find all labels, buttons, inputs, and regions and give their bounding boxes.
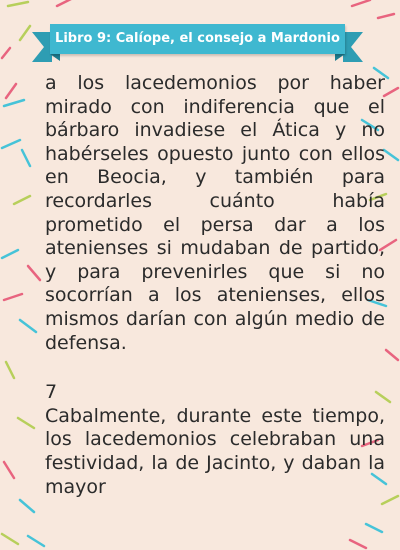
confetti-stripe — [6, 362, 14, 378]
section-number: 7 — [45, 381, 58, 404]
confetti-stripe — [384, 150, 398, 160]
confetti-stripe — [2, 140, 20, 148]
ribbon-tail-right — [343, 32, 363, 62]
confetti-stripe — [6, 84, 16, 98]
confetti-stripe — [20, 26, 30, 40]
confetti-stripe — [20, 320, 36, 332]
confetti-stripe — [366, 524, 382, 532]
confetti-stripe — [350, 540, 366, 548]
confetti-stripe — [8, 2, 28, 6]
confetti-stripe — [22, 150, 30, 166]
confetti-stripe — [2, 250, 18, 258]
ribbon-tail-left — [32, 32, 52, 62]
confetti-stripe — [384, 88, 398, 96]
reading-text — [45, 72, 385, 499]
ribbon-fold-left — [50, 54, 60, 61]
confetti-stripe — [2, 48, 10, 58]
confetti-stripe — [28, 536, 44, 546]
confetti-stripe — [378, 14, 394, 18]
confetti-stripe — [386, 350, 398, 360]
paragraph: a los lacedemonios por haber mirado con indiferencia que el bárbaro invadiese el Ática y no habérseles opuesto junto con ellos en Beocia, y también para recordarles cuánto había prometido el persa dar a los atenienses si mudaban de partido, y para prevenirles que si no socorrían a los atenienses, ellos mismos darían con algún medio de defensa. — [45, 72, 385, 354]
chapter-title-banner: Libro 9: Calíope, el consejo a Mardonio — [50, 24, 345, 54]
confetti-stripe — [28, 266, 40, 280]
confetti-stripe — [14, 196, 30, 204]
confetti-stripe — [4, 100, 24, 106]
confetti-stripe — [4, 294, 22, 300]
paragraph: Cabalmente, durante este tiempo, los lacedemonios celebraban una festividad, la de Jacinto, y daban la mayor — [45, 404, 385, 498]
confetti-stripe — [2, 534, 18, 544]
confetti-stripe — [18, 418, 34, 428]
confetti-stripe — [4, 462, 14, 478]
confetti-stripe — [20, 500, 34, 512]
confetti-stripe — [57, 0, 73, 6]
ribbon-fold-right — [335, 54, 345, 61]
confetti-stripe — [352, 0, 370, 6]
